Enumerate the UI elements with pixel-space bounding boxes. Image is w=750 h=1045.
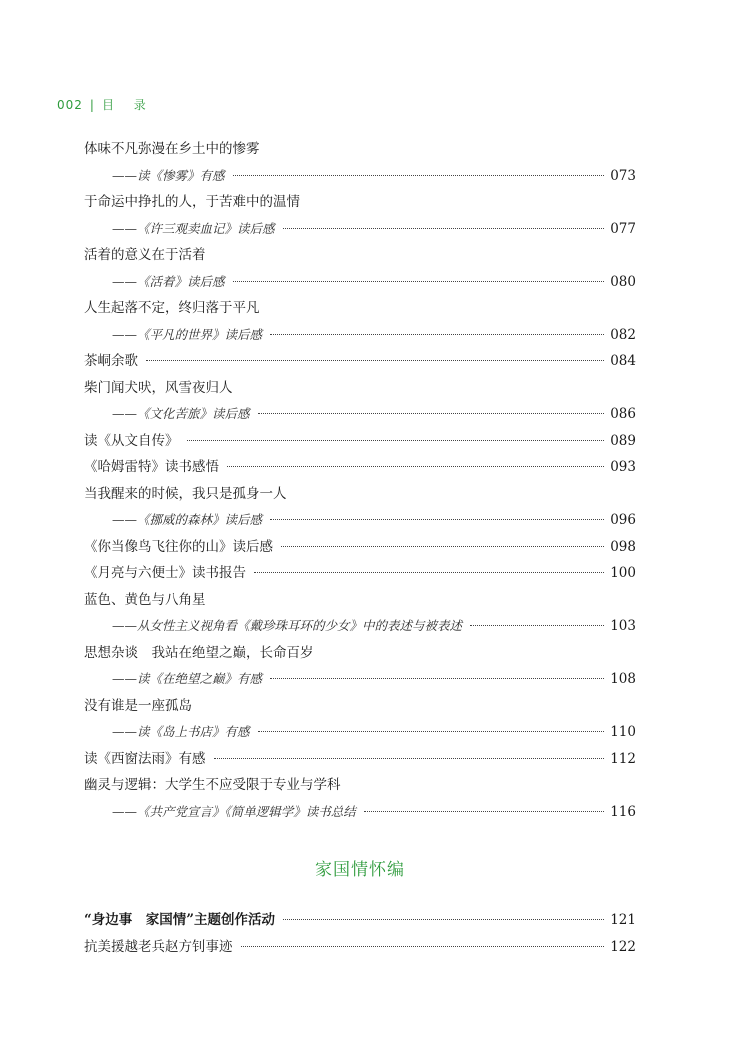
dot-leader — [233, 174, 605, 176]
toc-entry-title: 《你当像鸟飞往你的山》读后感 — [84, 538, 273, 555]
toc-entry-subtitle-line — [84, 617, 636, 635]
dot-leader — [364, 810, 604, 812]
dot-leader — [270, 333, 604, 335]
toc-entry[interactable] — [84, 193, 636, 238]
toc-entry-subtitle: ——读《惨雾》有感 — [112, 167, 225, 183]
toc-entry-line — [84, 432, 636, 450]
toc-page-number: 116 — [610, 803, 636, 820]
toc-entry-subtitle: ——《共产党宣言》《简单逻辑学》读书总结 — [112, 803, 356, 819]
section-entry[interactable] — [84, 938, 636, 956]
toc-entry-subtitle: ——《挪威的森林》读后感 — [112, 512, 263, 527]
section-title: 家国情怀编 — [315, 860, 405, 880]
toc-entry-subtitle-line — [84, 511, 636, 529]
toc-entry-subtitle-line — [84, 326, 636, 344]
toc-entry[interactable] — [84, 299, 636, 344]
toc-entry-subtitle: ——读《在绝望之巅》有感 — [112, 671, 263, 686]
toc-page-number: 110 — [610, 724, 636, 740]
toc-entry-subtitle: ——读《岛上书店》有感 — [112, 724, 250, 739]
dot-leader — [270, 677, 604, 679]
toc-page-number: 084 — [610, 353, 636, 369]
toc-entry-title: 当我醒来的时候，我只是孤身一人 — [84, 485, 287, 502]
toc-page-number: 077 — [610, 220, 636, 237]
toc-entry[interactable] — [84, 564, 636, 582]
toc-entry-title: 读《从文自传》 — [84, 432, 179, 449]
toc-entry-subtitle-line — [84, 220, 636, 238]
dot-leader — [214, 757, 605, 759]
toc-entry-line — [84, 564, 636, 582]
toc-entry-title: 柴门闻犬吠，风雪夜归人 — [84, 379, 233, 396]
dot-leader — [258, 730, 605, 732]
toc-entry-title: 于命运中挣扎的人，于苦难中的温情 — [84, 194, 300, 210]
toc-page-number: 100 — [610, 565, 636, 581]
toc-entry[interactable] — [84, 750, 636, 768]
toc-page-number: 112 — [610, 750, 636, 767]
toc-entry[interactable] — [84, 644, 636, 689]
toc-page-number: 108 — [610, 671, 636, 687]
toc-entry-subtitle-line — [84, 273, 636, 291]
toc-page-number: 089 — [610, 432, 636, 449]
toc-entry-line — [84, 352, 636, 370]
dot-leader — [227, 465, 604, 467]
dot-leader — [283, 918, 604, 920]
dot-leader — [146, 359, 604, 361]
toc-page-number: 082 — [610, 326, 636, 343]
toc-entry-title: 幽灵与逻辑：大学生不应受限于专业与学科 — [84, 777, 341, 793]
toc-entry-title: 人生起落不定，终归落于平凡 — [84, 300, 260, 316]
toc-entry-subtitle: ——《活着》读后感 — [112, 273, 225, 289]
toc-entry-title: 《哈姆雷特》读书感悟 — [84, 459, 219, 475]
toc-entry-title: 蓝色、黄色与八角星 — [84, 591, 206, 608]
section-entry-line — [84, 911, 636, 929]
toc-entry[interactable] — [84, 352, 636, 370]
toc-entry-subtitle-line — [84, 405, 636, 423]
toc-page-number: 093 — [610, 459, 636, 475]
toc-entry[interactable] — [84, 776, 636, 821]
toc-entry[interactable] — [84, 538, 636, 556]
section-entry[interactable] — [84, 911, 636, 929]
dot-leader — [258, 412, 605, 414]
toc-entry-subtitle: ——从女性主义视角看《戴珍珠耳环的少女》中的表述与被表述 — [112, 618, 463, 633]
dot-leader — [254, 571, 604, 573]
toc-entry-title: 活着的意义在于活着 — [84, 247, 206, 263]
toc-entry-title: 思想杂谈 我站在绝望之巅，长命百岁 — [84, 644, 314, 661]
running-header — [57, 96, 154, 113]
toc-entry[interactable] — [84, 140, 636, 185]
dot-leader — [241, 945, 605, 947]
toc-entry-line — [84, 538, 636, 556]
dot-leader — [281, 545, 604, 547]
toc-page-number: 096 — [610, 512, 636, 528]
toc-page-number: 080 — [610, 273, 636, 290]
header-title: 目 录 — [101, 98, 154, 112]
toc-page-number: 098 — [610, 538, 636, 555]
toc-entry-subtitle-line — [84, 803, 636, 821]
toc-entry[interactable] — [84, 458, 636, 476]
toc-entry-subtitle: ——《文化苦旅》读后感 — [112, 406, 250, 421]
dot-leader — [283, 227, 605, 229]
toc-entry[interactable] — [84, 379, 636, 424]
toc-entry-title: 读《西窗法雨》有感 — [84, 750, 206, 767]
toc-entry-subtitle-line — [84, 723, 636, 741]
toc-entry-title: 茶峒余歌 — [84, 353, 138, 369]
toc-entry[interactable] — [84, 591, 636, 636]
header-separator: | — [89, 98, 95, 112]
toc-entry[interactable] — [84, 485, 636, 530]
dot-leader — [233, 280, 605, 282]
dot-leader — [470, 624, 604, 626]
header-page-number: 002 — [57, 98, 83, 112]
section-page-number: 121 — [610, 912, 636, 928]
toc-entry-subtitle-line — [84, 167, 636, 185]
toc-entry-line — [84, 458, 636, 476]
toc-page-number: 073 — [610, 167, 636, 184]
toc-entry[interactable] — [84, 432, 636, 450]
toc-entry-title: 《月亮与六便士》读书报告 — [84, 565, 246, 581]
toc-entry-subtitle: ——《平凡的世界》读后感 — [112, 326, 263, 342]
section-entry-title: “身边事 家国情”主题创作活动 — [84, 912, 276, 928]
toc-entry-title: 体味不凡弥漫在乡土中的惨雾 — [84, 141, 260, 157]
toc-page-number: 103 — [610, 618, 636, 634]
toc-entry[interactable] — [84, 697, 636, 742]
toc-entry-subtitle: ——《许三观卖血记》读后感 — [112, 220, 275, 236]
section-page-number: 122 — [610, 938, 636, 955]
section-entry-title: 抗美援越老兵赵方钊事迹 — [84, 938, 233, 955]
toc-entry[interactable] — [84, 246, 636, 291]
toc-page-number: 086 — [610, 406, 636, 422]
toc-entry-line — [84, 750, 636, 768]
dot-leader — [270, 518, 604, 520]
toc-entry-title: 没有谁是一座孤岛 — [84, 697, 192, 714]
section-entry-line — [84, 938, 636, 956]
dot-leader — [187, 439, 605, 441]
toc-entry-subtitle-line — [84, 670, 636, 688]
